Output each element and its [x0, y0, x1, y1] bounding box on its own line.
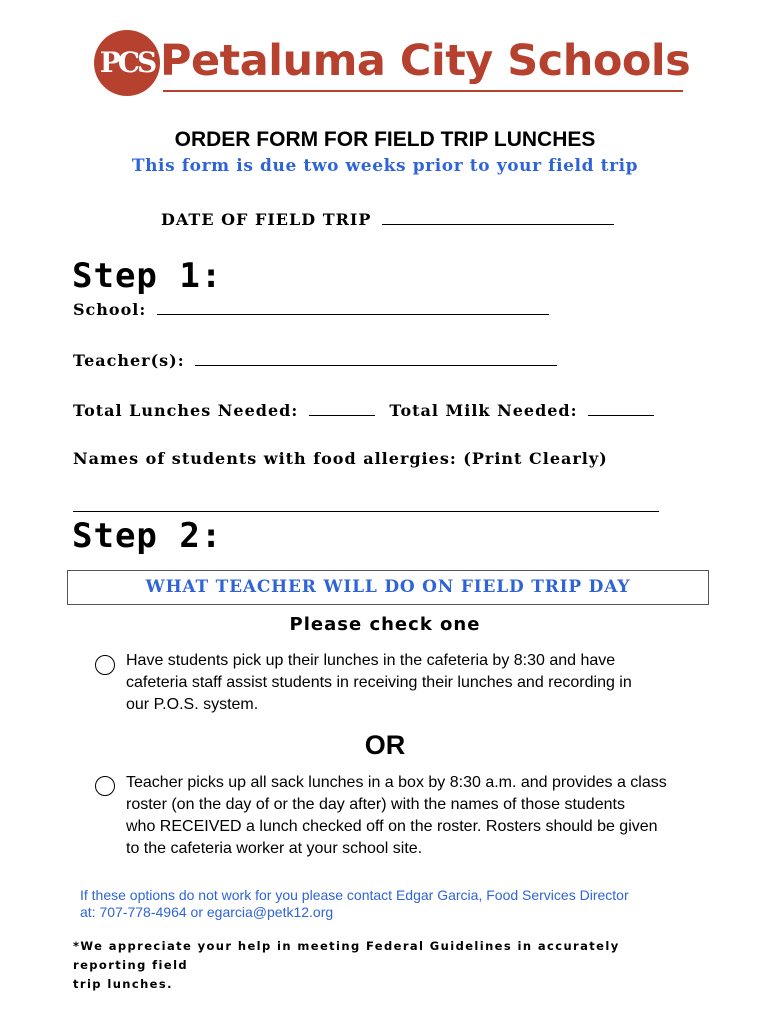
option2-radio[interactable] [95, 776, 115, 796]
totals-row [73, 401, 654, 420]
contact-line: at: 707-778-4964 or egarcia@petk12.org [80, 904, 334, 920]
option1-text [126, 650, 726, 716]
total-milk-input-line[interactable] [588, 414, 654, 416]
logo-mark-text: PCS [99, 46, 155, 79]
step2-heading: Step 2: [72, 516, 223, 556]
option2-text [126, 772, 736, 860]
teacher-label: Teacher(s): [73, 351, 185, 370]
option1-radio[interactable] [95, 655, 115, 675]
option1-line: cafeteria staff assist students in receiving their lunches and recording in [126, 674, 632, 691]
allergies-label: Names of students with food allergies: (Print Clearly) [73, 449, 608, 468]
logo-underline [163, 90, 683, 92]
check-instruction: Please check one [289, 614, 481, 635]
date-input-line[interactable] [382, 223, 614, 225]
total-lunches-input-line[interactable] [309, 414, 375, 416]
option2-line: to the cafeteria worker at your school site. [126, 840, 423, 857]
teacher-field [73, 351, 557, 370]
date-field [161, 210, 614, 229]
logo-text: Petaluma City Schools [160, 36, 691, 86]
total-lunches-label: Total Lunches Needed: [73, 401, 299, 420]
school-label: School: [73, 300, 147, 319]
total-milk-label: Total Milk Needed: [389, 401, 578, 420]
option2-line: who RECEIVED a lunch checked off on the roster. Rosters should be given [126, 818, 658, 835]
contact-line: If these options do not work for you please contact Edgar Garcia, Food Services Director [80, 887, 629, 903]
date-label: DATE OF FIELD TRIP [161, 210, 372, 229]
footnote [73, 937, 693, 994]
logo-mark [94, 30, 160, 96]
school-field [73, 300, 549, 319]
option2-line: Teacher picks up all sack lunches in a box by 8:30 a.m. and provides a class [126, 774, 667, 791]
form-title: ORDER FORM FOR FIELD TRIP LUNCHES [174, 128, 596, 151]
contact-info [80, 887, 700, 921]
teacher-input-line[interactable] [195, 364, 557, 366]
option1-line: Have students pick up their lunches in the cafeteria by 8:30 and have [126, 652, 616, 669]
allergies-input-line[interactable] [73, 511, 659, 512]
form-subtitle: This form is due two weeks prior to your field trip [131, 156, 639, 176]
teacher-action-title: WHAT TEACHER WILL DO ON FIELD TRIP DAY [145, 577, 631, 597]
or-separator: OR [364, 730, 406, 760]
step1-heading: Step 1: [72, 256, 223, 296]
option1-line: our P.O.S. system. [126, 696, 259, 713]
footnote-line: *We appreciate your help in meeting Federal Guidelines in accurately reporting field [73, 939, 620, 972]
footnote-line: trip lunches. [73, 977, 173, 991]
option2-line: roster (on the day of or the day after) with the names of those students [126, 796, 625, 813]
school-input-line[interactable] [157, 313, 549, 315]
